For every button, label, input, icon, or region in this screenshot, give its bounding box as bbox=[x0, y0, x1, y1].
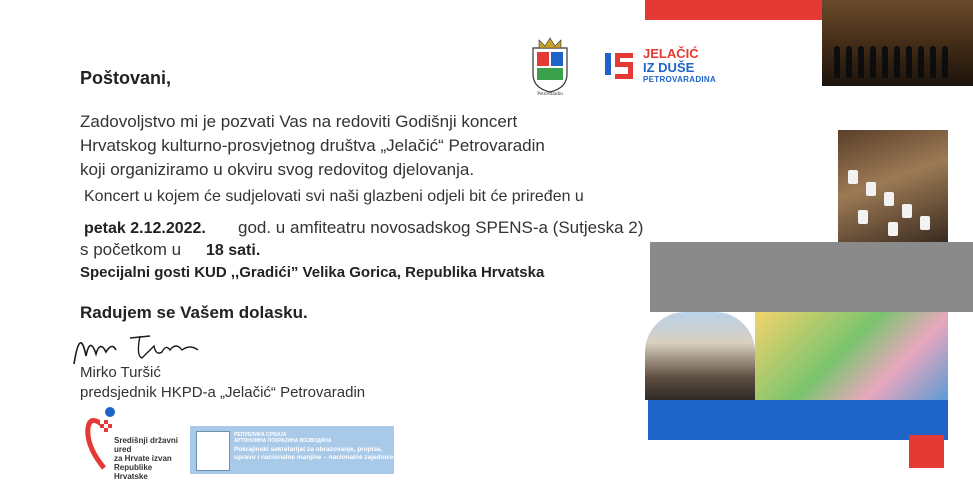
gov-line3: Republike Hrvatske bbox=[114, 463, 153, 481]
special-guests: Specijalni gosti KUD ,,Gradići” Velika Gorica, Republika Hrvatska bbox=[80, 264, 545, 281]
invitation-line-1: Zadovoljstvo mi je pozvati Vas na redoviti Godišnji koncert bbox=[80, 112, 518, 131]
invitation-line-2: Hrvatskog kulturno-prosvjetnog društva „Jelačić“ Petrovaradin bbox=[80, 136, 545, 155]
closing-line: Radujem se Vašem dolasku. bbox=[80, 303, 308, 322]
prov-small1: РЕПУБЛИКА СРБИЈА bbox=[234, 432, 287, 438]
brand-line2: IZ DUŠE bbox=[643, 60, 695, 75]
gov-line2: za Hrvate izvan bbox=[114, 454, 172, 463]
vojvodina-crest-icon bbox=[196, 431, 230, 471]
signer-role: predsjednik HKPD-a „Jelačić“ Petrovaradin bbox=[80, 384, 366, 401]
jelacic-brand-logo bbox=[605, 47, 715, 85]
prov-line2: upravu i nacionalne manjine – nacionalne zajednice bbox=[234, 454, 394, 461]
vojvodina-secretariat-logo bbox=[190, 426, 394, 474]
petrovaradin-crest-logo bbox=[527, 34, 573, 96]
orchestra-photo bbox=[838, 130, 948, 242]
croatian-state-office-logo bbox=[84, 406, 188, 481]
choir-photo bbox=[822, 0, 973, 86]
signer-name: Mirko Turšić bbox=[80, 364, 161, 381]
square-crowd-photo bbox=[645, 312, 755, 400]
greeting: Poštovani, bbox=[80, 68, 172, 88]
concert-line-1: Koncert u kojem će sudjelovati svi naši glazbeni odjeli bit će priređen u bbox=[84, 188, 584, 205]
grey-stripe bbox=[650, 242, 973, 312]
brand-mark-icon bbox=[605, 49, 635, 81]
gov-line1: Središnji državni ured bbox=[114, 436, 179, 454]
blue-stripe bbox=[648, 400, 948, 440]
concert-line-2: god. u amfiteatru novosadskog SPENS-a (Sutjeska 2) bbox=[238, 218, 644, 237]
children-workshop-photo bbox=[755, 312, 948, 400]
crest-label: Petrovaradin bbox=[537, 92, 563, 96]
concert-date: petak 2.12.2022. bbox=[84, 220, 206, 237]
brand-line1: JELAČIĆ bbox=[643, 46, 699, 61]
brand-sub: PETROVARADINA bbox=[643, 75, 717, 84]
invitation-line-3: koji organiziramo u okviru svog redovitog djelovanja. bbox=[80, 160, 475, 179]
concert-line-3: s početkom u bbox=[80, 240, 182, 259]
red-square bbox=[909, 435, 944, 468]
concert-time: 18 sati. bbox=[206, 242, 261, 259]
prov-line1: Pokrajinski sekretarijat za obrazovanje, propise, bbox=[234, 446, 383, 453]
prov-small2: АУТОНОМНА ПОКРАЈИНА ВОЈВОДИНА bbox=[234, 438, 332, 444]
